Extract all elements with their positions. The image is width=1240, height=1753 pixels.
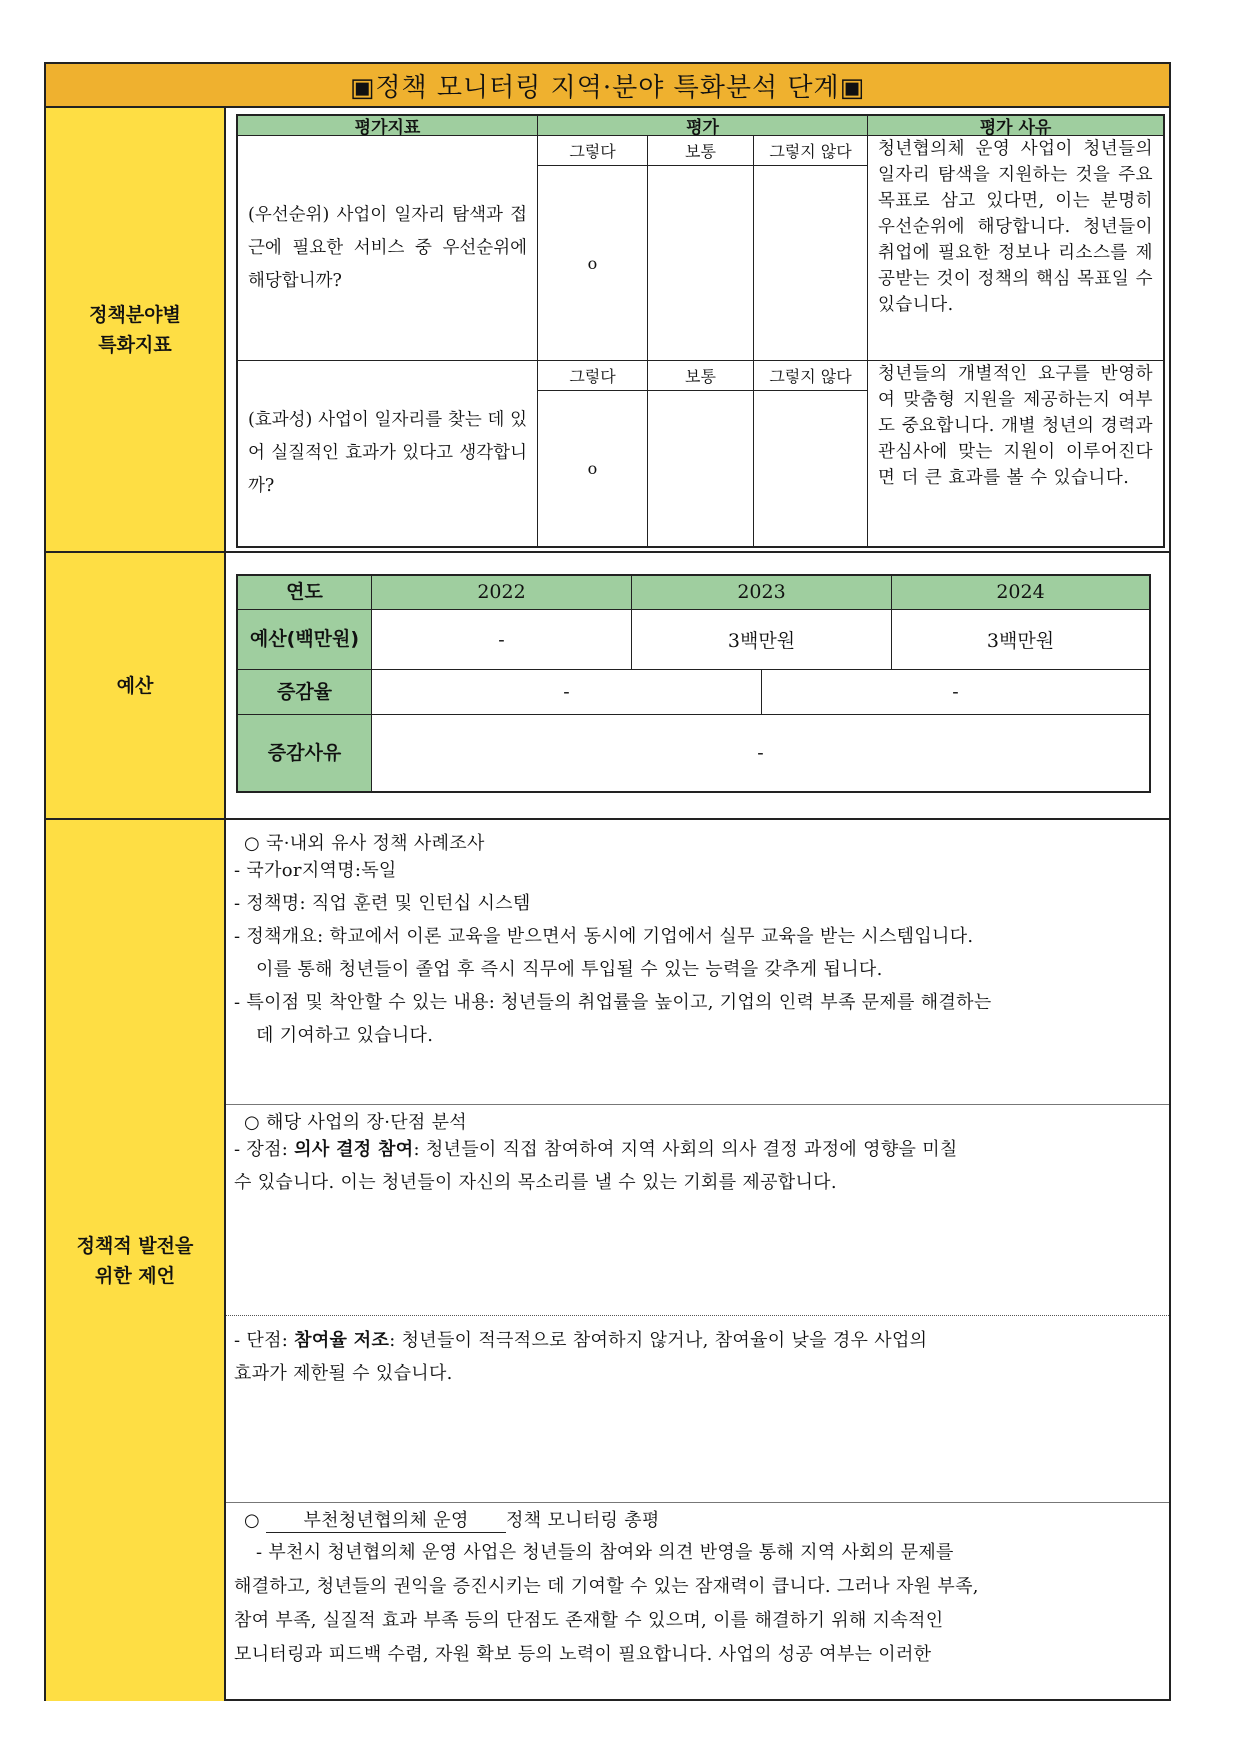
selected-mark: o <box>538 166 648 361</box>
cons-prefix: - 단점: <box>234 1330 295 1351</box>
case-study-policy-name: - 정책명: 직업 훈련 및 인턴십 시스템 <box>234 893 531 914</box>
overall-line: - 부천시 청년협의체 운영 사업은 청년들의 참여와 의견 반영을 통해 지역 사회의 문제를 <box>256 1542 954 1563</box>
option-neutral: 보통 <box>648 361 754 391</box>
label-budget: 예산(백만원) <box>238 610 372 670</box>
pros-line-cont: 수 있습니다. 이는 청년들이 자신의 목소리를 낼 수 있는 기회를 제공합니다. <box>234 1172 837 1193</box>
pros-cons-heading: ○ 해당 사업의 장·단점 분석 <box>244 1112 467 1133</box>
case-study-heading: ○ 국·내외 유사 정책 사례조사 <box>244 833 485 854</box>
cons-text: : 청년들이 적극적으로 참여하지 않거나, 참여율이 낮을 경우 사업의 <box>389 1330 928 1351</box>
subsection-divider <box>226 1104 1169 1105</box>
policy-form <box>44 62 1171 1701</box>
overall-line: 참여 부족, 실질적 효과 부족 등의 단점도 존재할 수 있으며, 이를 해결하기 위해 지속적인 <box>234 1610 944 1631</box>
header-evaluation: 평가 <box>538 116 868 136</box>
option-neutral: 보통 <box>648 136 754 166</box>
empty-mark-cell <box>754 166 868 361</box>
selected-mark: o <box>538 391 648 546</box>
section-label-proposal: 정책적 발전을 위한 제언 <box>46 820 226 1701</box>
case-study-country: - 국가or지역명:독일 <box>234 860 397 881</box>
case-study-notable: - 특이점 및 착안할 수 있는 내용: 청년들의 취업률을 높이고, 기업의 인력 부족 문제를 해결하는 <box>234 992 992 1013</box>
pros-line <box>234 1135 958 1161</box>
pros-prefix: - 장점: <box>234 1139 295 1160</box>
reason-effectiveness: 청년들의 개별적인 요구를 반영하여 맞춤형 지원을 제공하는지 여부도 중요합니다. 개별 청년의 경력과 관심사에 맞는 지원이 이루어진다면 더 큰 효과를 볼 수 있습니다. <box>878 364 1153 488</box>
question-priority: (우선순위) 사업이 일자리 탐색과 접근에 필요한 서비스 중 우선순위에 해당합니까? <box>238 136 538 361</box>
change-rate-2023: - <box>372 670 762 715</box>
pros-keyword: 의사 결정 참여 <box>294 1139 414 1160</box>
header-indicator: 평가지표 <box>238 116 538 136</box>
overall-heading <box>244 1506 660 1533</box>
option-no: 그렇지 않다 <box>754 136 868 166</box>
section-label-budget: 예산 <box>46 553 226 818</box>
cons-line-cont: 효과가 제한될 수 있습니다. <box>234 1363 453 1384</box>
pros-text: : 청년들이 직접 참여하여 지역 사회의 의사 결정 과정에 영향을 미칠 <box>413 1139 958 1160</box>
change-rate-2024: - <box>762 670 1149 715</box>
year-2023: 2023 <box>632 576 892 610</box>
label-year: 연도 <box>238 576 372 610</box>
form-title: ▣정책 모니터링 지역·분야 특화분석 단계▣ <box>46 64 1169 108</box>
overall-line: 모니터링과 피드백 수렴, 자원 확보 등의 노력이 필요합니다. 사업의 성공 여부는 이러한 <box>234 1644 932 1665</box>
label-change-rate: 증감율 <box>238 670 372 715</box>
section-divider <box>46 818 1169 820</box>
overall-project-name: 부천청년협의체 운영 <box>266 1506 506 1533</box>
indicator-table <box>236 114 1165 548</box>
cons-keyword: 참여율 저조 <box>294 1330 390 1351</box>
case-study-overview-cont: 이를 통해 청년들이 졸업 후 즉시 직무에 투입될 수 있는 능력을 갖추게 됩니다. <box>256 959 883 980</box>
year-2024: 2024 <box>892 576 1149 610</box>
dotted-divider <box>226 1315 1169 1316</box>
empty-mark-cell <box>648 391 754 546</box>
overall-heading-suffix: 정책 모니터링 총평 <box>506 1510 660 1531</box>
budget-table <box>236 574 1151 793</box>
year-2022: 2022 <box>372 576 632 610</box>
header-reason: 평가 사유 <box>868 116 1163 136</box>
empty-mark-cell <box>648 166 754 361</box>
option-yes: 그렇다 <box>538 136 648 166</box>
option-no: 그렇지 않다 <box>754 361 868 391</box>
reason-priority: 청년협의체 운영 사업이 청년들의 일자리 탐색을 지원하는 것을 주요 목표로 삼고 있다면, 이는 분명히 우선순위에 해당합니다. 청년들이 취업에 필요한 정보나 리소스를 제공받는 것이 정책의 핵심 목표일 수 있습니다. <box>868 136 1163 361</box>
case-study-notable-cont: 데 기여하고 있습니다. <box>256 1025 434 1046</box>
budget-2023: 3백만원 <box>632 610 892 670</box>
overall-line: 해결하고, 청년들의 권익을 증진시키는 데 기여할 수 있는 잠재력이 큽니다. 그러나 자원 부족, <box>234 1576 979 1597</box>
cons-line <box>234 1326 927 1352</box>
question-effectiveness: (효과성) 사업이 일자리를 찾는 데 있어 실질적인 효과가 있다고 생각합니까? <box>238 361 538 546</box>
subsection-divider <box>226 1502 1169 1503</box>
change-reason: - <box>757 742 764 764</box>
option-yes: 그렇다 <box>538 361 648 391</box>
case-study-overview: - 정책개요: 학교에서 이론 교육을 받으면서 동시에 기업에서 실무 교육을 받는 시스템입니다. <box>234 926 974 947</box>
section-label-specialized: 정책분야별 특화지표 <box>46 108 226 551</box>
label-change-reason: 증감사유 <box>238 715 372 791</box>
budget-2024: 3백만원 <box>892 610 1149 670</box>
overall-circle: ○ <box>244 1510 261 1531</box>
budget-2022: - <box>372 610 632 670</box>
empty-mark-cell <box>754 391 868 546</box>
section-divider <box>46 551 1169 553</box>
